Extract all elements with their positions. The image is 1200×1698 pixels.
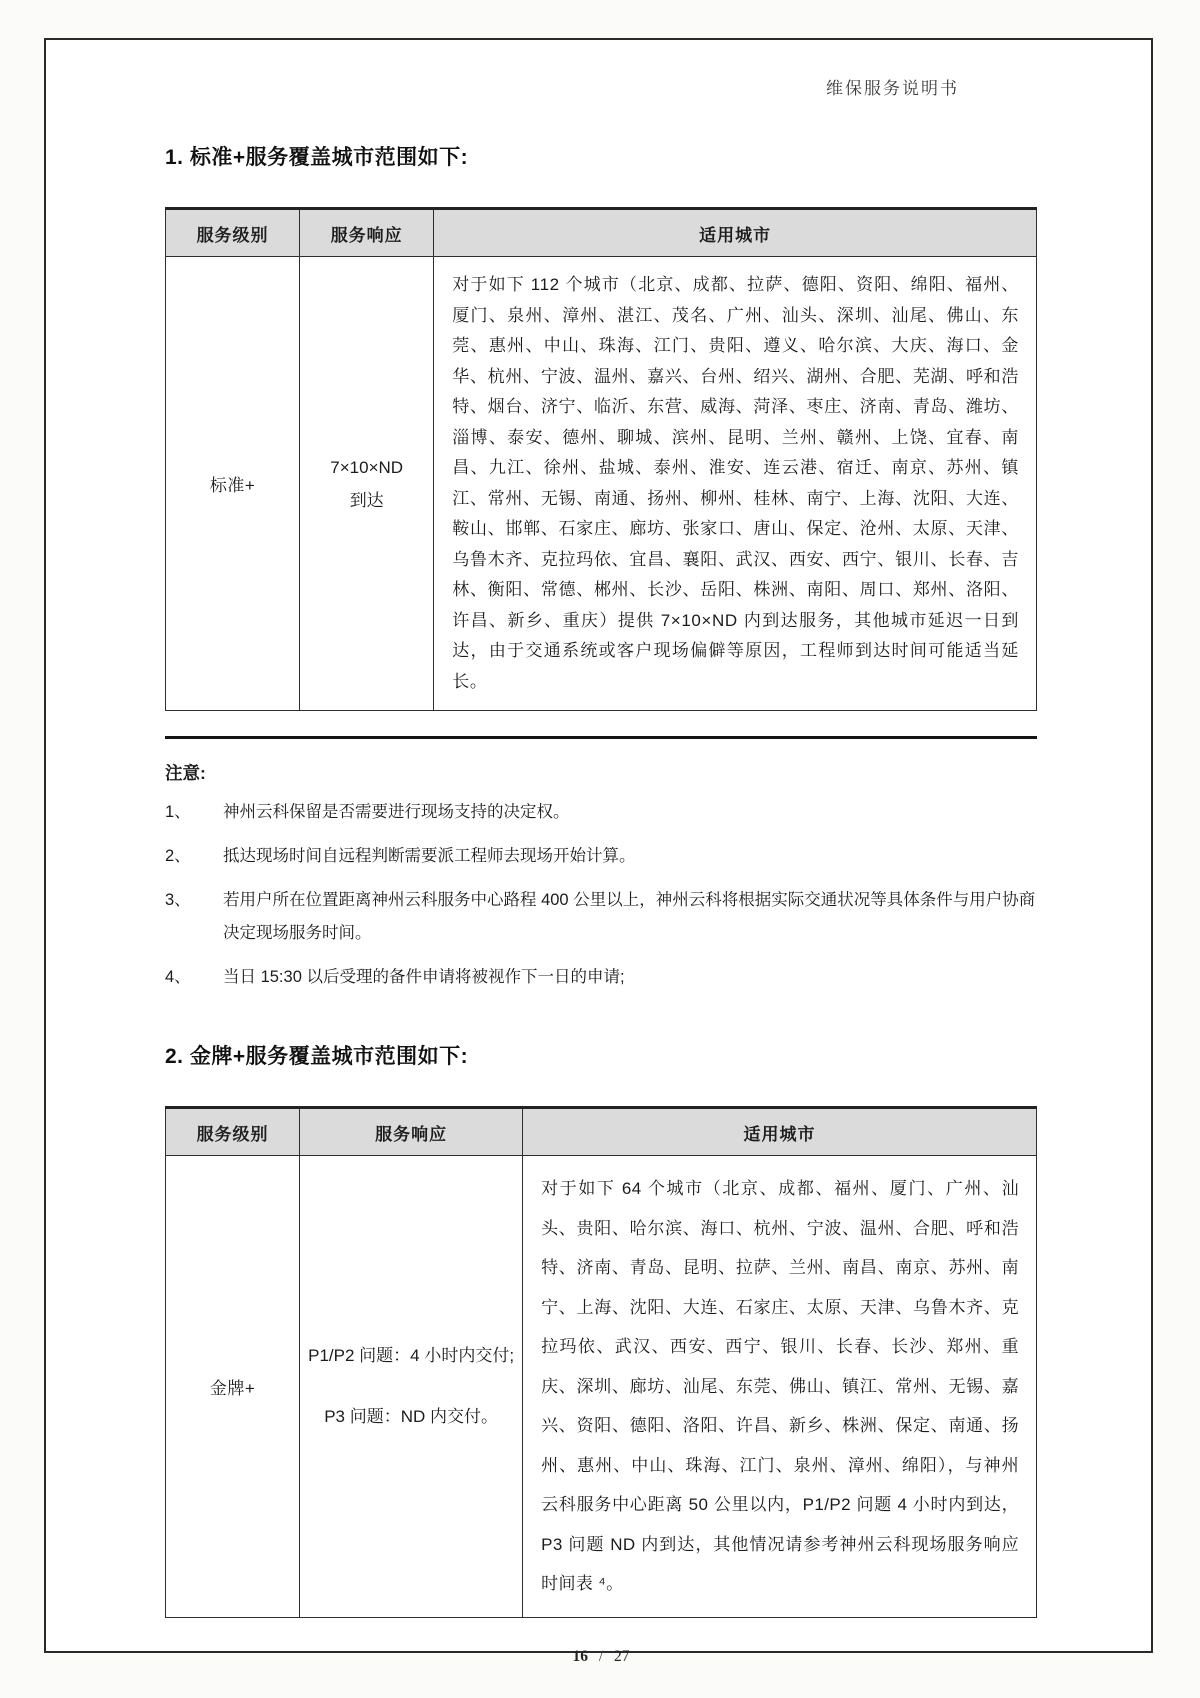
document-header: 维保服务说明书 [826, 79, 959, 98]
table-header-row [166, 1108, 1037, 1156]
note-item-3 [165, 884, 1037, 950]
section-2-title: 2. 金牌+服务覆盖城市范围如下: [165, 1045, 469, 1068]
section-1-title: 1. 标准+服务覆盖城市范围如下: [165, 146, 469, 169]
note-number: 1、 [165, 803, 191, 821]
page-separator: / [598, 1647, 604, 1665]
table-header-row [166, 209, 1037, 257]
page-number: 16 [572, 1647, 588, 1665]
note-text: 若用户所在位置距离神州云科服务中心路程 400 公里以上，神州云科将根据实际交通状况等具体条件与用户协商决定现场服务时间。 [223, 891, 1036, 942]
service-level-cell: 标准+ [166, 257, 300, 711]
note-item-4 [165, 961, 1037, 994]
header-service-response: 服务响应 [300, 209, 434, 257]
response-paragraph-1: P1/P2 问题：4 小时内交付; [308, 1346, 515, 1366]
header-service-level: 服务级别 [166, 1108, 300, 1156]
service-response-cell [300, 1156, 523, 1618]
section-divider [165, 736, 1037, 739]
applicable-cities-cell: 对于如下 112 个城市（北京、成都、拉萨、德阳、资阳、绵阳、福州、厦门、泉州、漳州、湛江、茂名、广州、汕头、深圳、汕尾、佛山、东莞、惠州、中山、珠海、江门、贵阳、遵义、哈尔滨、大庆、海口、金华、杭州、宁波、温州、嘉兴、台州、绍兴、湖州、合肥、芜湖、呼和浩特、烟台、济宁、临沂、东营、威海、菏泽、枣庄、济南、青岛、潍坊、淄博、泰安、德州、聊城、滨州、昆明、兰州、赣州、上饶、宜春、南昌、九江、徐州、盐城、泰州、淮安、连云港、宿迁、南京、苏州、镇江、常州、无锡、南通、扬州、柳州、桂林、南宁、上海、沈阳、大连、鞍山、邯郸、石家庄、廊坊、张家口、唐山、保定、沧州、太原、天津、乌鲁木齐、克拉玛依、宜昌、襄阳、武汉、西安、西宁、银川、长春、吉林、衡阳、常德、郴州、长沙、岳阳、株洲、南阳、周口、郑州、洛阳、许昌、新乡、重庆）提供 7×10×ND 内到达服务，其他城市延迟一日到达，由于交通系统或客户现场偏僻等原因，工程师到达时间可能适当延长。 [434, 257, 1037, 711]
page-footer [165, 1648, 1037, 1666]
header-service-level: 服务级别 [166, 209, 300, 257]
table-row [166, 257, 1037, 711]
service-level-cell: 金牌+ [166, 1156, 300, 1618]
page-total: 27 [614, 1647, 630, 1665]
note-text: 当日 15:30 以后受理的备件申请将被视作下一日的申请; [223, 968, 625, 986]
note-item-1 [165, 796, 1037, 829]
page-content [165, 0, 1037, 1666]
applicable-cities-cell: 对于如下 64 个城市（北京、成都、福州、厦门、广州、汕头、贵阳、哈尔滨、海口、杭州、宁波、温州、合肥、呼和浩特、济南、青岛、昆明、拉萨、兰州、南昌、南京、苏州、南宁、上海、沈阳、大连、石家庄、太原、天津、乌鲁木齐、克拉玛依、武汉、西安、西宁、银川、长春、长沙、郑州、重庆、深圳、廊坊、汕尾、东莞、佛山、镇江、常州、无锡、嘉兴、资阳、德阳、洛阳、许昌、新乡、株洲、保定、南通、扬州、惠州、中山、珠海、江门、泉州、漳州、绵阳），与神州云科服务中心距离 50 公里以内，P1/P2 问题 4 小时内到达，P3 问题 ND 内到达，其他情况请参考神州云科现场服务响应时间表 ⁴。 [523, 1156, 1037, 1618]
note-number: 3、 [165, 891, 191, 909]
standard-plus-table [165, 207, 1037, 711]
response-line-2: 到达 [349, 490, 384, 510]
table-row [166, 1156, 1037, 1618]
header-applicable-cities: 适用城市 [434, 209, 1037, 257]
note-number: 4、 [165, 968, 191, 986]
response-line-1: 7×10×ND [330, 457, 404, 477]
note-item-2 [165, 840, 1037, 873]
service-response-cell [300, 257, 434, 711]
note-text: 抵达现场时间自远程判断需要派工程师去现场开始计算。 [223, 847, 636, 865]
gold-plus-table [165, 1106, 1037, 1618]
note-number: 2、 [165, 847, 191, 865]
header-service-response: 服务响应 [300, 1108, 523, 1156]
header-applicable-cities: 适用城市 [523, 1108, 1037, 1156]
notes-title: 注意: [165, 763, 206, 783]
note-text: 神州云科保留是否需要进行现场支持的决定权。 [223, 803, 570, 821]
response-paragraph-2: P3 问题：ND 内交付。 [324, 1407, 498, 1427]
